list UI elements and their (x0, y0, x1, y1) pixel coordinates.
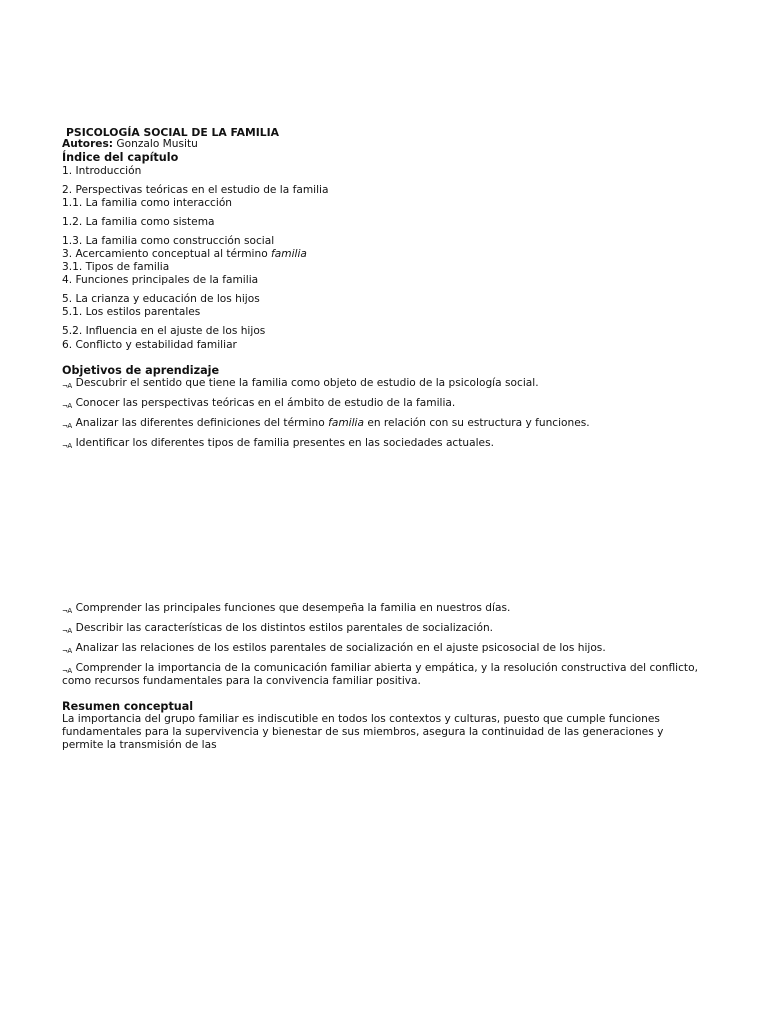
document-title: PSICOLOGÍA SOCIAL DE LA FAMILIA (66, 126, 279, 139)
objective-item (62, 642, 606, 658)
objective-item (62, 622, 493, 638)
index-item: 6. Conflicto y estabilidad familiar (62, 339, 237, 351)
objective-text: Describir las características de los distintos estilos parentales de socialización. (75, 622, 494, 634)
objective-text: Comprender las principales funciones que desempeña la familia en nuestros días. (75, 602, 511, 614)
authors-line (62, 138, 198, 151)
objective-text: Analizar las relaciones de los estilos parentales de socialización en el ajuste psicosocial de los hijos. (75, 642, 606, 654)
objective-text-tail: en relación con su estructura y funciones. (363, 417, 590, 429)
summary-line: La importancia del grupo familiar es indiscutible en todos los contextos y culturas, puesto que cumple funciones (62, 713, 660, 725)
objective-text: Analizar las diferentes definiciones del término (75, 417, 329, 429)
index-item: 4. Funciones principales de la familia (62, 274, 259, 286)
index-item: 3.1. Tipos de familia (62, 261, 170, 273)
objective-text: Comprender la importancia de la comunicación familiar abierta y empática, y la resolución constructiva del conflicto, (75, 662, 698, 674)
summary-heading: Resumen conceptual (62, 700, 194, 713)
index-item: 5. La crianza y educación de los hijos (62, 293, 260, 305)
summary-line: permite la transmisión de las (62, 739, 217, 751)
authors-name: Gonzalo Musitu (113, 138, 198, 150)
objective-text: Identificar los diferentes tipos de familia presentes en las sociedades actuales. (75, 437, 494, 449)
objective-item (62, 437, 494, 453)
index-item: 5.1. Los estilos parentales (62, 306, 201, 318)
objective-item (62, 417, 590, 433)
authors-label: Autores: (62, 138, 114, 150)
objectives-heading: Objetivos de aprendizaje (62, 364, 220, 377)
objective-item (62, 602, 510, 618)
bullet-icon: ¬A (62, 607, 72, 615)
bullet-icon: ¬A (62, 442, 72, 450)
index-item-text: 3. Acercamiento conceptual al término (62, 248, 272, 260)
objective-item (62, 397, 455, 413)
index-item: 1.3. La familia como construcción social (62, 235, 275, 247)
objective-item (62, 377, 539, 393)
bullet-icon: ¬A (62, 402, 72, 410)
index-item: 2. Perspectivas teóricas en el estudio de la familia (62, 184, 329, 196)
index-heading: Índice del capítulo (62, 151, 179, 164)
bullet-icon: ¬A (62, 667, 72, 675)
bullet-icon: ¬A (62, 627, 72, 635)
index-item-acercamiento (62, 248, 307, 261)
objective-text: Descubrir el sentido que tiene la familia como objeto de estudio de la psicología social. (75, 377, 539, 389)
index-item: 1. Introducción (62, 165, 142, 177)
index-item: 1.1. La familia como interacción (62, 197, 233, 209)
objective-text: Conocer las perspectivas teóricas en el ámbito de estudio de la familia. (75, 397, 456, 409)
index-item: 1.2. La familia como sistema (62, 216, 215, 228)
index-item-italic-term: familia (271, 248, 307, 260)
index-item: 5.2. Influencia en el ajuste de los hijos (62, 325, 266, 337)
objective-italic-term: familia (328, 417, 364, 429)
bullet-icon: ¬A (62, 422, 72, 430)
objective-item-continuation: como recursos fundamentales para la convivencia familiar positiva. (62, 675, 421, 687)
bullet-icon: ¬A (62, 382, 72, 390)
summary-line: fundamentales para la supervivencia y bienestar de sus miembros, asegura la continuidad de las generaciones y (62, 726, 664, 738)
bullet-icon: ¬A (62, 647, 72, 655)
